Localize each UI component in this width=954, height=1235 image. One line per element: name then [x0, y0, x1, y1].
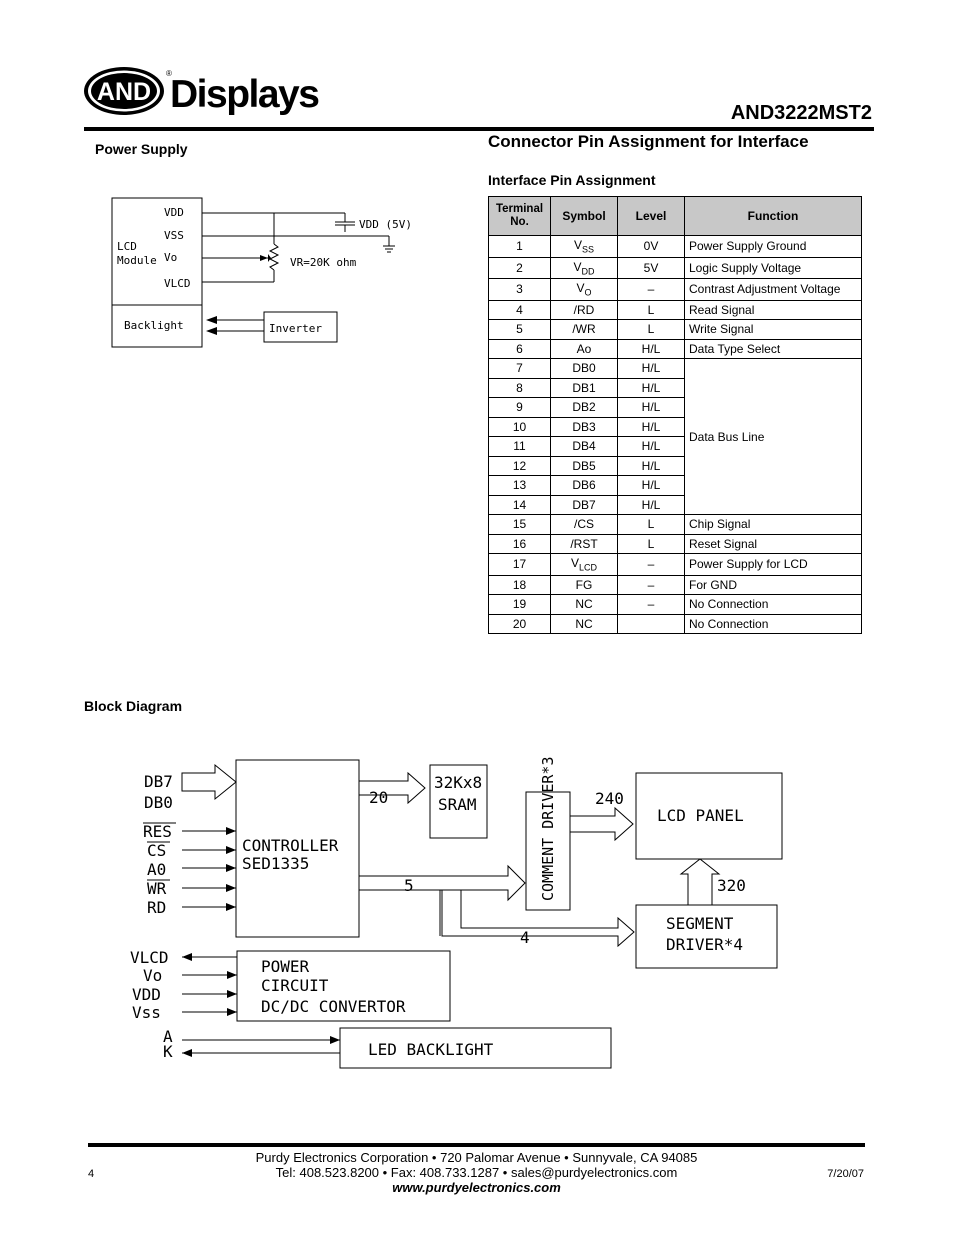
bd-driver4-label: DRIVER*4: [666, 935, 744, 954]
terminal-no-cell: 14: [489, 495, 551, 515]
bd-a-label: A: [163, 1027, 173, 1046]
ps-vss-label: VSS: [164, 229, 184, 242]
level-cell: L: [618, 300, 685, 320]
bd-vo-label: Vo: [143, 966, 163, 985]
level-cell: L: [618, 515, 685, 535]
symbol-cell: $V_{SS}$: [551, 236, 618, 258]
connector-heading: Connector Pin Assignment for Interface: [488, 132, 809, 151]
terminal-no-cell: 3: [489, 279, 551, 301]
bd-db7-label: DB7: [144, 772, 173, 791]
table-header-row: [489, 197, 862, 236]
symbol-cell: DB1: [551, 378, 618, 398]
level-cell: H/L: [618, 495, 685, 515]
symbol-cell: /RD: [551, 300, 618, 320]
symbol-cell: NC: [551, 614, 618, 634]
table-row: [489, 554, 862, 576]
symbol-cell: DB3: [551, 417, 618, 437]
footer-contact: Tel: 408.523.8200 • Fax: 408.733.1287 • sales@purdyelectronics.com: [275, 1165, 678, 1180]
bd-5-label: 5: [404, 876, 414, 895]
level-cell: H/L: [618, 456, 685, 476]
terminal-no-cell: 17: [489, 554, 551, 576]
bd-controller-label: CONTROLLER: [242, 836, 339, 855]
function-cell: Write Signal: [685, 320, 862, 340]
interface-pin-heading: Interface Pin Assignment: [488, 172, 656, 188]
bd-vlcd-label: VLCD: [130, 948, 169, 967]
table-row: [489, 300, 862, 320]
ps-lcd-label: LCD: [117, 240, 137, 253]
bd-power-label: POWER: [261, 957, 310, 976]
bd-rd-label: RD: [147, 898, 167, 917]
function-cell: Read Signal: [685, 300, 862, 320]
table-row: [489, 279, 862, 301]
bd-vss-label: Vss: [132, 1003, 161, 1022]
terminal-no-cell: 9: [489, 398, 551, 418]
terminal-no-cell: 12: [489, 456, 551, 476]
level-cell: H/L: [618, 437, 685, 457]
symbol-cell: $V_{LCD}$: [551, 554, 618, 576]
level-cell: H/L: [618, 398, 685, 418]
symbol-cell: DB0: [551, 359, 618, 379]
terminal-no-cell: 2: [489, 257, 551, 279]
bd-320-label: 320: [717, 876, 746, 895]
function-cell: For GND: [685, 575, 862, 595]
col-function-header: Function: [685, 197, 862, 236]
terminal-no-cell: 7: [489, 359, 551, 379]
function-cell: Data Type Select: [685, 339, 862, 359]
bd-vdd-label: VDD: [132, 985, 161, 1004]
level-cell: H/L: [618, 476, 685, 496]
symbol-cell: FG: [551, 575, 618, 595]
bd-segment-label: SEGMENT: [666, 914, 734, 933]
ps-backlight-label: Backlight: [124, 319, 184, 332]
footer-address: Purdy Electronics Corporation • 720 Palomar Avenue • Sunnyvale, CA 94085: [255, 1150, 698, 1165]
function-cell: No Connection: [685, 595, 862, 615]
symbol-cell: DB5: [551, 456, 618, 476]
table-row: [489, 515, 862, 535]
table-row: [489, 534, 862, 554]
col-terminal-header: Terminal No.: [489, 197, 551, 236]
symbol-cell: Ao: [551, 339, 618, 359]
level-cell: L: [618, 320, 685, 340]
level-cell: –: [618, 279, 685, 301]
table-row: [489, 575, 862, 595]
level-cell: [618, 614, 685, 634]
bd-wr-label: WR: [147, 879, 167, 898]
bd-led-backlight-label: LED BACKLIGHT: [368, 1040, 494, 1059]
function-cell: Contrast Adjustment Voltage: [685, 279, 862, 301]
function-cell: Power Supply Ground: [685, 236, 862, 258]
symbol-cell: /WR: [551, 320, 618, 340]
level-cell: H/L: [618, 378, 685, 398]
level-cell: L: [618, 534, 685, 554]
symbol-cell: DB4: [551, 437, 618, 457]
terminal-no-cell: 13: [489, 476, 551, 496]
logo-displays-text: Displays: [170, 73, 319, 116]
ps-inverter-label: Inverter: [269, 322, 322, 335]
table-row: [489, 236, 862, 258]
bd-dcdc-label: DC/DC CONVERTOR: [261, 997, 406, 1016]
ps-vo-label: Vo: [164, 251, 178, 264]
function-cell: Chip Signal: [685, 515, 862, 535]
bd-db0-label: DB0: [144, 793, 173, 812]
terminal-no-cell: 18: [489, 575, 551, 595]
bd-cs-label: CS: [147, 841, 167, 860]
block-diagram: [120, 745, 790, 1080]
level-cell: H/L: [618, 417, 685, 437]
bd-sed1335-label: SED1335: [242, 854, 310, 873]
function-cell: Data Bus Line: [685, 359, 862, 515]
table-row: [489, 320, 862, 340]
level-cell: 5V: [618, 257, 685, 279]
ps-vlcd-label: VLCD: [164, 277, 191, 290]
function-cell: Logic Supply Voltage: [685, 257, 862, 279]
symbol-cell: DB7: [551, 495, 618, 515]
symbol-cell: NC: [551, 595, 618, 615]
bd-k-label: K: [163, 1042, 173, 1061]
ps-module-label: Module: [117, 254, 157, 267]
terminal-no-cell: 11: [489, 437, 551, 457]
table-row: [489, 595, 862, 615]
symbol-cell: /RST: [551, 534, 618, 554]
table-row: [489, 339, 862, 359]
symbol-cell: $V_O$: [551, 279, 618, 301]
level-cell: –: [618, 575, 685, 595]
terminal-no-cell: 1: [489, 236, 551, 258]
symbol-cell: DB6: [551, 476, 618, 496]
terminal-no-cell: 6: [489, 339, 551, 359]
power-supply-heading: Power Supply: [95, 141, 188, 157]
bd-circuit-label: CIRCUIT: [261, 976, 329, 995]
bd-4-label: 4: [520, 928, 530, 947]
table-row: [489, 359, 862, 379]
symbol-cell: $V_{DD}$: [551, 257, 618, 279]
pin-assignment-table: [488, 196, 862, 634]
level-cell: 0V: [618, 236, 685, 258]
ps-vr-label: VR=20K ohm: [290, 256, 357, 269]
bd-lcd-panel-label: LCD PANEL: [657, 806, 744, 825]
bd-sram-size-label: 32Kx8: [434, 773, 483, 792]
bd-res-label: RES: [143, 822, 172, 841]
function-cell: No Connection: [685, 614, 862, 634]
and-displays-logo: [82, 64, 332, 120]
document-date: 7/20/07: [827, 1168, 864, 1180]
function-cell: Power Supply for LCD: [685, 554, 862, 576]
footer-website[interactable]: www.purdyelectronics.com: [392, 1180, 561, 1195]
page-number: 4: [88, 1168, 95, 1180]
bd-comment-driver-label: COMMENT DRIVER*3: [539, 756, 557, 901]
logo-and-text: AND: [96, 78, 152, 106]
footer-rule: [88, 1143, 865, 1147]
bd-240-label: 240: [595, 789, 624, 808]
col-level-header: Level: [618, 197, 685, 236]
bd-20-label: 20: [369, 788, 389, 807]
bd-a0-label: A0: [147, 860, 167, 879]
terminal-no-cell: 10: [489, 417, 551, 437]
terminal-no-cell: 15: [489, 515, 551, 535]
terminal-no-cell: 5: [489, 320, 551, 340]
level-cell: –: [618, 595, 685, 615]
table-row: [489, 614, 862, 634]
function-cell: Reset Signal: [685, 534, 862, 554]
power-supply-diagram: [105, 192, 445, 356]
ps-vdd-label: VDD: [164, 206, 184, 219]
level-cell: H/L: [618, 339, 685, 359]
terminal-no-cell: 20: [489, 614, 551, 634]
terminal-no-cell: 16: [489, 534, 551, 554]
header-rule: [84, 127, 874, 131]
col-symbol-header: Symbol: [551, 197, 618, 236]
block-diagram-heading: Block Diagram: [84, 698, 183, 714]
symbol-cell: /CS: [551, 515, 618, 535]
logo-registered-mark: ®: [166, 69, 172, 78]
terminal-no-cell: 8: [489, 378, 551, 398]
terminal-no-cell: 19: [489, 595, 551, 615]
ps-vdd5v-label: VDD (5V): [359, 218, 412, 231]
level-cell: –: [618, 554, 685, 576]
symbol-cell: DB2: [551, 398, 618, 418]
table-row: [489, 257, 862, 279]
level-cell: H/L: [618, 359, 685, 379]
model-number: AND3222MST2: [730, 102, 872, 124]
terminal-no-cell: 4: [489, 300, 551, 320]
bd-sram-label: SRAM: [438, 795, 477, 814]
